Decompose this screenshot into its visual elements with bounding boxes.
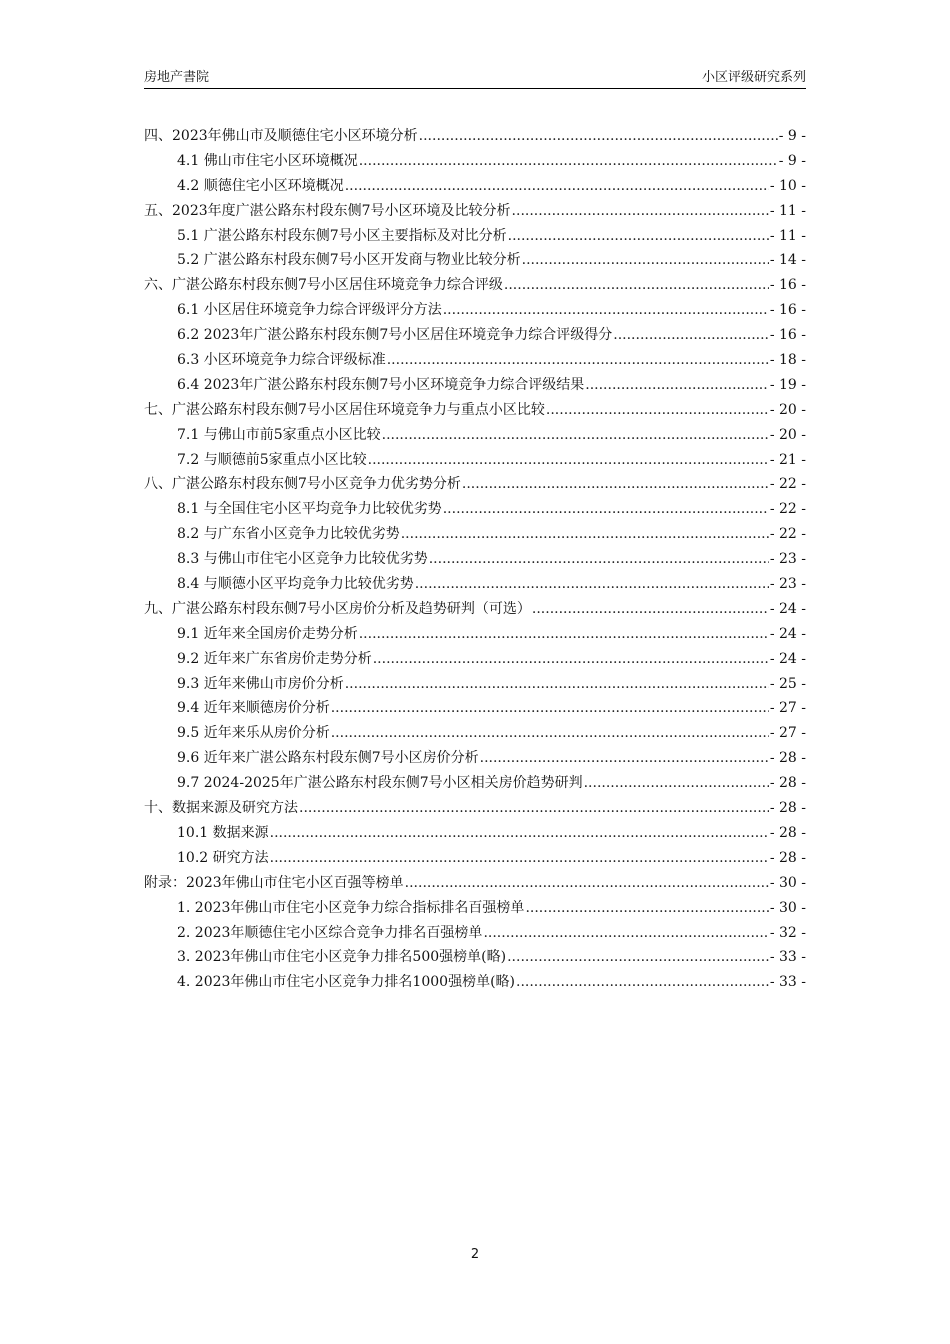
toc-entry-page: - 30 - bbox=[769, 874, 806, 891]
toc-entry-title: 5.1 广湛公路东村段东侧7号小区主要指标及对比分析 bbox=[177, 227, 507, 244]
toc-chapter-entry[interactable] bbox=[144, 399, 806, 424]
toc-entry-title: 9.3 近年来佛山市房价分析 bbox=[177, 675, 344, 692]
toc-entry-title: 6.3 小区环境竞争力综合评级标准 bbox=[177, 352, 386, 369]
toc-dot-leader bbox=[331, 700, 769, 716]
toc-entry-page: - 28 - bbox=[769, 800, 806, 817]
toc-dot-leader bbox=[429, 551, 769, 567]
toc-entry-title: 6.2 2023年广湛公路东村段东侧7号小区居住环境竞争力综合评级得分 bbox=[177, 327, 613, 344]
toc-section-entry[interactable] bbox=[144, 449, 806, 474]
toc-entry-title: 10.2 研究方法 bbox=[177, 849, 269, 866]
toc-entry-page: - 28 - bbox=[769, 750, 806, 767]
toc-dot-leader bbox=[270, 850, 769, 866]
toc-dot-leader bbox=[331, 725, 769, 741]
toc-dot-leader bbox=[613, 327, 769, 343]
toc-section-entry[interactable] bbox=[144, 498, 806, 523]
toc-entry-title: 六、广湛公路东村段东侧7号小区居住环境竞争力综合评级 bbox=[144, 277, 503, 294]
toc-entry-page: - 14 - bbox=[769, 252, 806, 269]
toc-entry-page: - 24 - bbox=[769, 650, 806, 667]
toc-dot-leader bbox=[401, 526, 769, 542]
toc-dot-leader bbox=[585, 377, 769, 393]
toc-dot-leader bbox=[373, 651, 769, 667]
toc-dot-leader bbox=[345, 676, 769, 692]
toc-entry-title: 3. 2023年佛山市住宅小区竞争力排名500强榜单(略) bbox=[177, 949, 507, 966]
toc-dot-leader bbox=[508, 228, 769, 244]
toc-section-entry[interactable] bbox=[144, 374, 806, 399]
toc-entry-page: - 20 - bbox=[769, 401, 806, 418]
toc-dot-leader bbox=[522, 252, 769, 268]
header-publisher: 房地产書院 bbox=[144, 70, 210, 85]
toc-entry-page: - 28 - bbox=[769, 849, 806, 866]
toc-dot-leader bbox=[299, 800, 769, 816]
toc-dot-leader bbox=[359, 153, 778, 169]
toc-section-entry[interactable] bbox=[144, 349, 806, 374]
toc-dot-leader bbox=[415, 576, 769, 592]
toc-entry-page: - 22 - bbox=[769, 476, 806, 493]
toc-entry-title: 四、2023年佛山市及顺德住宅小区环境分析 bbox=[144, 128, 418, 144]
toc-chapter-entry[interactable] bbox=[144, 872, 806, 897]
toc-entry-page: - 27 - bbox=[769, 700, 806, 717]
toc-dot-leader bbox=[532, 601, 769, 617]
toc-entry-title: 七、广湛公路东村段东侧7号小区居住环境竞争力与重点小区比较 bbox=[144, 401, 545, 418]
toc-entry-page: - 24 - bbox=[769, 625, 806, 642]
toc-dot-leader bbox=[516, 974, 769, 990]
toc-entry-title: 十、数据来源及研究方法 bbox=[144, 800, 298, 817]
toc-entry-page: - 22 - bbox=[769, 526, 806, 543]
toc-entry-title: 10.1 数据来源 bbox=[177, 824, 269, 841]
toc-entry-title: 9.5 近年来乐从房价分析 bbox=[177, 725, 330, 742]
toc-section-entry[interactable] bbox=[144, 648, 806, 673]
header-series: 小区评级研究系列 bbox=[701, 70, 806, 85]
toc-entry-page: - 23 - bbox=[769, 551, 806, 568]
toc-chapter-entry[interactable] bbox=[144, 274, 806, 299]
toc-entry-page: - 16 - bbox=[769, 302, 806, 319]
toc-entry-title: 4. 2023年佛山市住宅小区竞争力排名1000强榜单(略) bbox=[177, 974, 515, 991]
toc-entry-page: - 10 - bbox=[769, 177, 806, 194]
toc-section-entry[interactable] bbox=[144, 299, 806, 324]
toc-entry-title: 9.4 近年来顺德房价分析 bbox=[177, 700, 330, 717]
toc-entry-title: 7.2 与顺德前5家重点小区比较 bbox=[177, 451, 367, 468]
toc-entry-title: 五、2023年度广湛公路东村段东侧7号小区环境及比较分析 bbox=[144, 202, 511, 219]
toc-dot-leader bbox=[387, 352, 769, 368]
toc-dot-leader bbox=[462, 476, 769, 492]
toc-entry-title: 8.1 与全国住宅小区平均竞争力比较优劣势 bbox=[177, 501, 442, 518]
toc-entry-title: 4.1 佛山市住宅小区环境概况 bbox=[177, 152, 358, 169]
toc-entry-title: 9.6 近年来广湛公路东村段东侧7号小区房价分析 bbox=[177, 750, 479, 767]
toc-entry-page: - 24 - bbox=[769, 600, 806, 617]
toc-section-entry[interactable] bbox=[144, 697, 806, 722]
toc-section-entry[interactable] bbox=[144, 747, 806, 772]
toc-section-entry[interactable] bbox=[144, 150, 806, 175]
toc-section-entry[interactable] bbox=[144, 772, 806, 797]
toc-entry-page: - 28 - bbox=[769, 824, 806, 841]
toc-dot-leader bbox=[405, 875, 769, 891]
toc-entry-page: - 33 - bbox=[769, 949, 806, 966]
toc-chapter-entry[interactable] bbox=[144, 797, 806, 822]
toc-dot-leader bbox=[512, 203, 769, 219]
toc-section-entry[interactable] bbox=[144, 897, 806, 922]
toc-entry-page: - 23 - bbox=[769, 576, 806, 593]
toc-entry-title: 4.2 顺德住宅小区环境概况 bbox=[177, 177, 344, 194]
toc-dot-leader bbox=[345, 178, 769, 194]
toc-section-entry[interactable] bbox=[144, 249, 806, 274]
toc-entry-title: 附录：2023年佛山市住宅小区百强等榜单 bbox=[144, 874, 404, 891]
toc-dot-leader bbox=[584, 775, 769, 791]
toc-chapter-entry[interactable] bbox=[144, 200, 806, 225]
toc-section-entry[interactable] bbox=[144, 847, 806, 872]
toc-entry-page: - 16 - bbox=[769, 277, 806, 294]
toc-entry-page: - 11 - bbox=[769, 227, 806, 244]
header-divider bbox=[144, 88, 806, 89]
toc-chapter-entry[interactable] bbox=[144, 598, 806, 623]
toc-section-entry[interactable] bbox=[144, 722, 806, 747]
toc-entry-page: - 11 - bbox=[769, 202, 806, 219]
toc-chapter-entry[interactable] bbox=[144, 473, 806, 498]
toc-dot-leader bbox=[368, 452, 769, 468]
toc-entry-title: 8.2 与广东省小区竞争力比较优劣势 bbox=[177, 526, 400, 543]
toc-section-entry[interactable] bbox=[144, 623, 806, 648]
toc-entry-title: 6.4 2023年广湛公路东村段东侧7号小区环境竞争力综合评级结果 bbox=[177, 376, 585, 393]
toc-section-entry[interactable] bbox=[144, 822, 806, 847]
toc-section-entry[interactable] bbox=[144, 548, 806, 573]
toc-section-entry[interactable] bbox=[144, 424, 806, 449]
toc-entry-title: 9.2 近年来广东省房价走势分析 bbox=[177, 650, 372, 667]
toc-entry-page: - 20 - bbox=[769, 426, 806, 443]
toc-dot-leader bbox=[480, 750, 769, 766]
toc-entry-title: 八、广湛公路东村段东侧7号小区竞争力优劣势分析 bbox=[144, 476, 461, 493]
toc-dot-leader bbox=[443, 302, 769, 318]
toc-entry-title: 8.4 与顺德小区平均竞争力比较优劣势 bbox=[177, 576, 414, 593]
page-header bbox=[144, 66, 806, 88]
toc-dot-leader bbox=[443, 501, 769, 517]
toc-entry-title: 6.1 小区居住环境竞争力综合评级评分方法 bbox=[177, 302, 442, 319]
toc-entry-page: - 19 - bbox=[769, 376, 806, 393]
toc-dot-leader bbox=[483, 925, 768, 941]
toc-entry-title: 5.2 广湛公路东村段东侧7号小区开发商与物业比较分析 bbox=[177, 252, 521, 269]
toc-entry-page: - 9 - bbox=[778, 152, 806, 169]
toc-entry-title: 1. 2023年佛山市住宅小区竞争力综合指标排名百强榜单 bbox=[177, 899, 525, 916]
toc-entry-page: - 9 - bbox=[778, 128, 806, 144]
toc-section-entry[interactable] bbox=[144, 225, 806, 250]
page-number: 2 bbox=[470, 1247, 480, 1262]
toc-dot-leader bbox=[507, 949, 769, 965]
toc-entry-title: 9.7 2024-2025年广湛公路东村段东侧7号小区相关房价趋势研判 bbox=[177, 775, 583, 792]
toc-entry-page: - 32 - bbox=[769, 924, 806, 941]
toc-entry-page: - 33 - bbox=[769, 974, 806, 991]
toc-chapter-entry[interactable] bbox=[144, 125, 806, 150]
toc-section-entry[interactable] bbox=[144, 523, 806, 548]
toc-dot-leader bbox=[525, 900, 768, 916]
toc-entry-page: - 16 - bbox=[769, 327, 806, 344]
toc-entry-page: - 28 - bbox=[769, 775, 806, 792]
toc-entry-page: - 27 - bbox=[769, 725, 806, 742]
toc-dot-leader bbox=[504, 277, 769, 293]
toc-entry-page: - 18 - bbox=[769, 352, 806, 369]
toc-section-entry[interactable] bbox=[144, 673, 806, 698]
toc-dot-leader bbox=[270, 825, 769, 841]
toc-entry-title: 9.1 近年来全国房价走势分析 bbox=[177, 625, 358, 642]
toc-entry-title: 7.1 与佛山市前5家重点小区比较 bbox=[177, 426, 381, 443]
toc-entry-title: 2. 2023年顺德住宅小区综合竞争力排名百强榜单 bbox=[177, 924, 483, 941]
toc-section-entry[interactable] bbox=[144, 175, 806, 200]
toc-entry-title: 8.3 与佛山市住宅小区竞争力比较优劣势 bbox=[177, 551, 428, 568]
toc-section-entry[interactable] bbox=[144, 573, 806, 598]
table-of-contents bbox=[144, 125, 806, 996]
toc-dot-leader bbox=[359, 626, 769, 642]
toc-entry-page: - 21 - bbox=[769, 451, 806, 468]
toc-section-entry[interactable] bbox=[144, 946, 806, 971]
toc-dot-leader bbox=[382, 427, 769, 443]
toc-entry-page: - 25 - bbox=[769, 675, 806, 692]
toc-section-entry[interactable] bbox=[144, 922, 806, 947]
toc-entry-page: - 22 - bbox=[769, 501, 806, 518]
toc-dot-leader bbox=[419, 128, 778, 144]
toc-section-entry[interactable] bbox=[144, 324, 806, 349]
toc-section-entry[interactable] bbox=[144, 971, 806, 996]
toc-entry-page: - 30 - bbox=[769, 899, 806, 916]
toc-entry-title: 九、广湛公路东村段东侧7号小区房价分析及趋势研判（可选） bbox=[144, 600, 531, 617]
toc-dot-leader bbox=[546, 402, 769, 418]
